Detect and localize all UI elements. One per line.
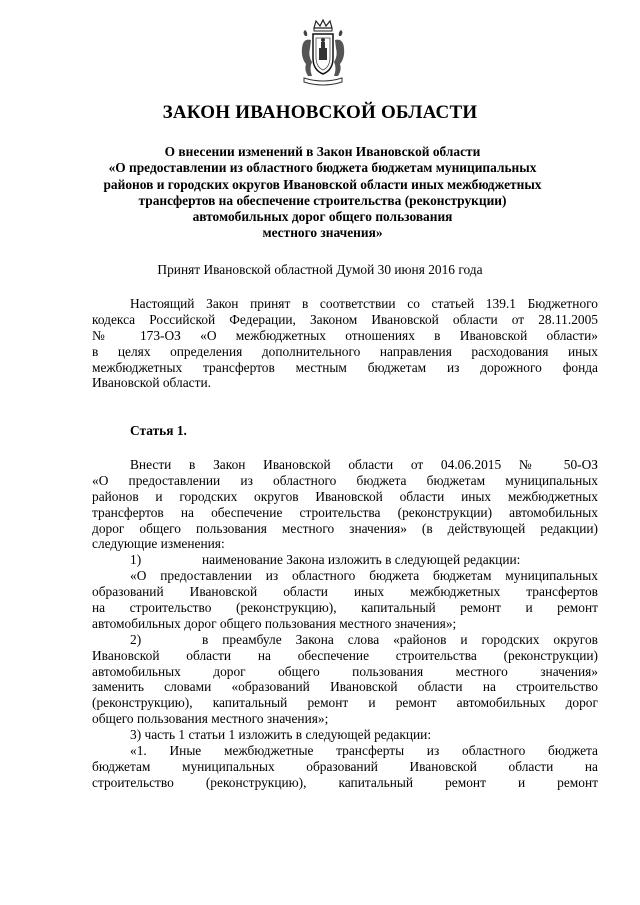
quote-line: автомобильных дорог общего пользования местного значения»; [92,615,457,631]
paragraph-line: районов и городских округов Ивановской области иных межбюджетных [92,488,598,504]
subtitle-line: районов и городских округов Ивановской области иных межбюджетных [103,176,542,192]
article-heading: Статья 1. [130,423,187,438]
paragraph-line: (реконструкцию), капитальный ремонт и ремонт автомобильных дорог [92,695,598,711]
paragraph-line: дорог общего пользования местного значения» (в действующей редакции) [92,520,598,536]
paragraph-line: Ивановской области. [92,375,211,391]
item-number: 2) [130,631,142,647]
subtitle-line: автомобильных дорог общего пользования [192,209,453,225]
quote-line: «1. Иные межбюджетные трансферты из областного бюджета [130,743,598,759]
paragraph-line: автомобильных дорог общего пользования местного значения» [92,663,598,679]
quote-line: бюджетам муниципальных образований Ивановской области на [92,758,598,774]
item-number: 1) [130,552,142,568]
article-body [92,457,598,791]
subtitle-line: О внесении изменений в Закон Ивановской области [164,144,481,159]
paragraph-line: трансфертов на обеспечение строительства (реконструкции) автомобильных [92,504,598,520]
list-item: 3) часть 1 статьи 1 изложить в следующей редакции: [130,727,432,743]
paragraph-line: Ивановской области на обеспечение строительства (реконструкции) [92,647,598,663]
list-item [92,552,598,568]
law-subtitle [60,144,585,242]
ivanovo-coat-of-arms-icon [296,18,350,88]
subtitle-line: «О предоставлении из областного бюджета бюджетам муниципальных [108,160,537,176]
paragraph-line: Внести в Закон Ивановской области от 04.06.2015 № 50-ОЗ [130,457,598,472]
paragraph-line: межбюджетных трансфертов местным бюджетам из дорожного фонда [92,359,598,375]
paragraph-line: кодекса Российской Федерации, Законом Ивановской области от 28.11.2005 [92,311,598,327]
paragraph-line: общего пользования местного значения»; [92,711,329,727]
paragraph-line: «О предоставлении из областного бюджета бюджетам муниципальных [92,472,598,488]
paragraph-line: № 173-ОЗ «О межбюджетных отношениях в Ивановской области» [92,327,598,343]
quote-line: строительство (реконструкцию), капитальный ремонт и ремонт [92,774,598,790]
item-text: наименование Закона изложить в следующей редакции: [202,552,521,568]
list-item [92,632,598,648]
law-title: ЗАКОН ИВАНОВСКОЙ ОБЛАСТИ [162,102,478,123]
item-text: в преамбуле Закона слова «районов и городских округов [202,631,598,647]
quote-line: образований Ивановской области иных межбюджетных трансфертов [92,584,598,600]
paragraph-line: в целях определения дополнительного направления расходования иных [92,343,598,359]
paragraph-line: следующие изменения: [92,536,225,552]
subtitle-line: местного значения» [262,225,383,241]
subtitle-line: трансфертов на обеспечение строительства (реконструкции) [138,192,507,208]
adoption-note: Принят Ивановской областной Думой 30 июня 2016 года [157,262,483,277]
quote-line: «О предоставлении из областного бюджета бюджетам муниципальных [130,568,598,584]
quote-line: на строительство (реконструкцию), капитальный ремонт и ремонт [92,600,598,616]
paragraph-line: заменить словами «образований Ивановской области на строительство [92,679,598,695]
paragraph-line: Настоящий Закон принят в соответствии со статьей 139.1 Бюджетного [130,296,598,311]
preamble-paragraph [92,296,598,391]
